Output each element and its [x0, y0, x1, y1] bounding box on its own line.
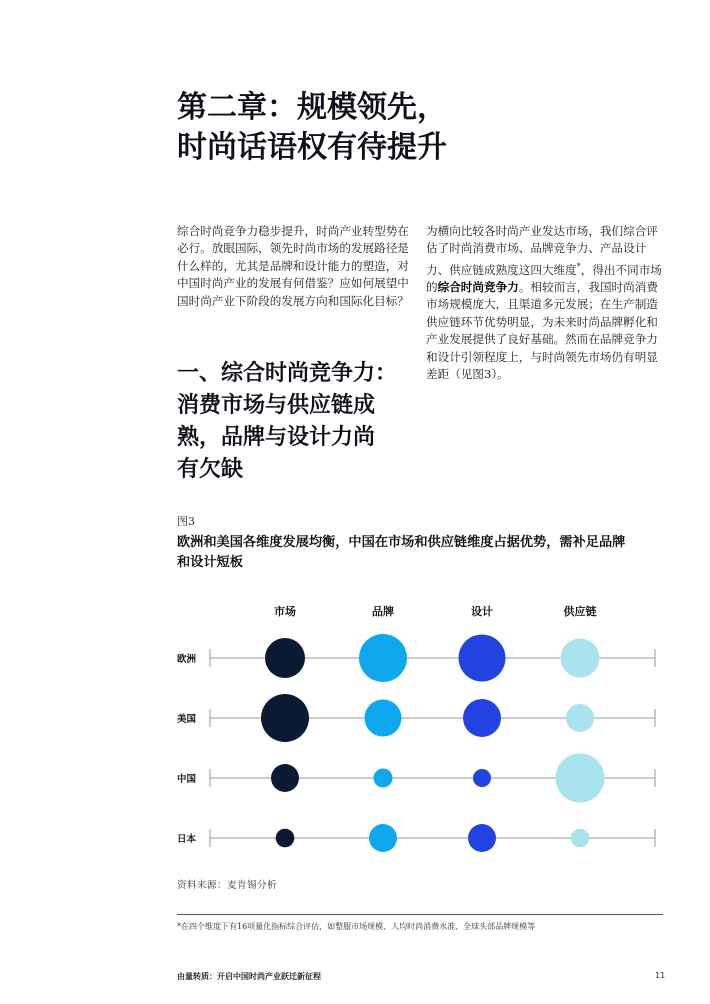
column-header-2: 设计 [471, 605, 493, 618]
chapter-title-line-1: 第二章：规模领先， [177, 90, 447, 125]
figure-label: 图3 [177, 515, 195, 528]
row-label-2: 中国 [177, 774, 197, 785]
body-text-middle: ，得出不同市场的 [426, 262, 662, 295]
bubble-1-0 [261, 694, 309, 742]
column-header-1: 品牌 [372, 605, 394, 618]
bubble-0-0 [265, 638, 305, 678]
bubble-2-1 [374, 769, 393, 788]
bubble-1-2 [463, 699, 501, 737]
row-label-0: 欧洲 [177, 654, 197, 665]
figure-title-line-2: 和设计短板 [177, 555, 243, 570]
bubble-0-3 [561, 639, 600, 678]
body-text-before: 为横向比较各时尚产业发达市场，我们综合评估了时尚消费市场、品牌竞争力、产品设计力、供应链成熟度这四大维度 [426, 224, 658, 277]
bubble-1-3 [566, 704, 594, 732]
bubble-3-1 [369, 824, 397, 852]
bubble-0-2 [459, 635, 506, 682]
running-title: 由量转质：开启中国时尚产业跃迁新征程 [177, 971, 321, 981]
figure-source: 资料来源：麦肯锡分析 [177, 880, 278, 891]
row-label-3: 日本 [177, 834, 197, 845]
bubble-0-1 [359, 634, 407, 682]
footnote-divider [177, 914, 663, 915]
bubble-1-1 [365, 700, 402, 737]
bubble-3-0 [276, 829, 295, 848]
footnote-mark: * [576, 261, 581, 271]
column-header-3: 供应链 [563, 605, 597, 618]
body-text-after: 。相较而言，我国时尚消费市场规模庞大，且渠道多元发展；在生产制造供应链环节优势明显，为未来时尚品牌孵化和产业发展提供了良好基础。然而在品牌竞争力和设计引领程度上，与时尚领先市场仍有明显差距（见图3）。 [426, 280, 658, 382]
section-title-line-1: 一、综合时尚竞争力： [177, 360, 398, 386]
row-label-1: 美国 [177, 714, 197, 725]
bubble-3-3 [571, 829, 590, 848]
body-bold-term: 综合时尚竞争力 [437, 280, 519, 295]
section-title-line-3: 熟，品牌与设计力尚 [177, 424, 376, 450]
intro-paragraph: 综合时尚竞争力稳步提升，时尚产业转型势在必行。放眼国际，领先时尚市场的发展路径是什么样的，尤其是品牌和设计能力的塑造，对中国时尚产业的发展有何借鉴？应如何展望中国时尚产业下阶段的发展方向和国际化目标？ [177, 224, 409, 308]
bubble-2-2 [473, 769, 491, 787]
figure-title-line-1: 欧洲和美国各维度发展均衡，中国在市场和供应链维度占据优势，需补足品牌 [177, 535, 626, 550]
chapter-title-line-2: 时尚话语权有待提升 [177, 130, 447, 165]
section-title-line-2: 消费市场与供应链成 [177, 392, 376, 418]
column-header-0: 市场 [274, 605, 296, 618]
page-number: 11 [655, 971, 666, 980]
footnote: *在四个维度下有16项量化指标综合评估，如整服市场规模、人均时尚消费水准、全球头部品牌规模等 [177, 922, 536, 931]
bubble-3-2 [468, 824, 496, 852]
bubble-2-3 [556, 754, 605, 803]
bubble-2-0 [271, 764, 299, 792]
section-title-line-4: 有欠缺 [177, 456, 244, 482]
